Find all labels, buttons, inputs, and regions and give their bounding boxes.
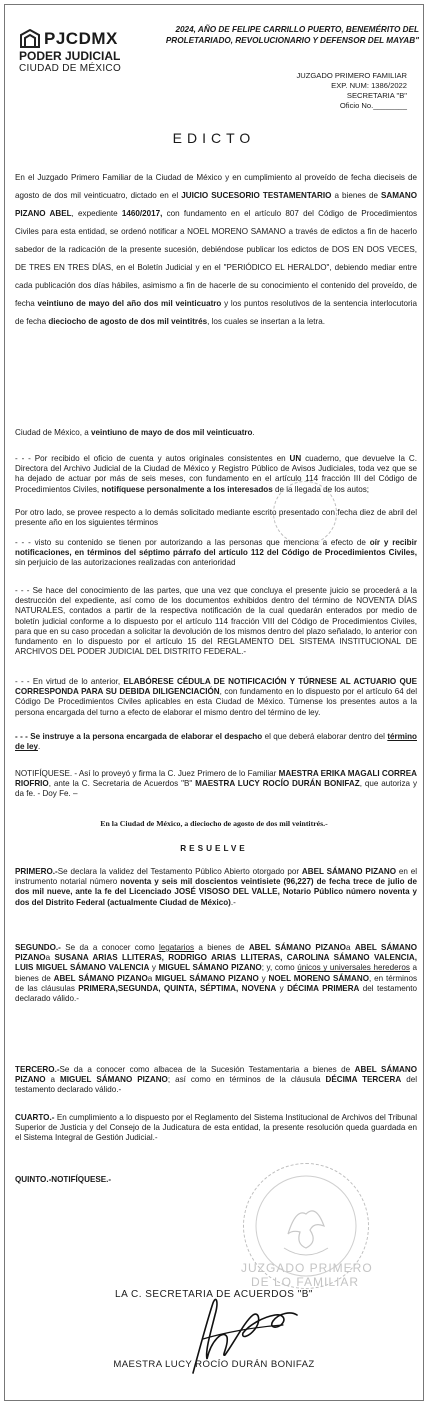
text-run: de la llegada de los autos; <box>272 484 370 494</box>
text-run: a <box>345 943 355 952</box>
text-run: sin perjuicio de las autorizaciones realizadas con anterioridad <box>15 558 236 568</box>
text-run: en el instrumento notarial número <box>15 867 417 887</box>
resolution-date: En la Ciudad de México, a dieciocho de agosto de dos mil veintitrés.- <box>100 819 328 828</box>
office-number: Oficio No.________ <box>339 101 407 110</box>
bold-underline-run: término de ley <box>15 732 417 752</box>
bold-run: QUINTO.-NOTIFÍQUESE.- <box>15 1175 112 1184</box>
logo-wordmark: PJCDMX <box>44 29 118 48</box>
secretary: SECRETARIA "B" <box>346 91 407 100</box>
bold-run: SUSANA ARIAS LLITERAS, RODRIGO ARIAS LLITERAS, CAROLINA SÁMANO VALENCIA, LUIS MIGUEL SÁMANO VALENCIA <box>15 953 417 973</box>
text-run: . <box>37 742 41 752</box>
text-run: a bienes de <box>15 963 418 983</box>
logo-subtitle-city: CIUDAD DE MÉXICO <box>19 63 122 74</box>
date-line <box>15 428 417 438</box>
text-run: Ciudad de México, a <box>15 428 92 437</box>
paragraph-other-request: Por otro lado, se provee respecto a lo demás solicitado mediante escrito presentado con fecha diez de abril del presente año en los siguientes términos <box>15 508 417 528</box>
text-run: del testamento declarado válido.- <box>15 983 418 1004</box>
text-run: con fundamento en el artículo 807 del Código de Procedimientos Civiles para esta entidad, se ordenó notificar a NOEL MORENO SAMANO a través de edictos a fin de hacerlo sabedor de la radicación de la presente sucesión, debiéndose publicar los edictos de DOS EN DOS VECES, DE TRES EN TRES DÍAS, en el Boletín Judicial y en el "PERIÓDICO EL HERALDO", debiendo mediar entre cada publicación dos días hábiles, asimismo a fin de hacerle de su conocimiento el contenido del proveído, de fecha <box>15 209 418 308</box>
text-run: En cumplimiento a lo dispuesto por el Reglamento del Sistema Institucional de Archivos del Tribunal Superior de Justicia y del Consejo de la Judicatura de esta entidad, la presente resolución queda guardada en el Sistema Integral de Gestión Judicial.- <box>15 1113 417 1143</box>
text-run: . <box>252 428 255 437</box>
bold-run: PRIMERO.- <box>15 867 58 876</box>
resolution-third <box>15 1065 417 1096</box>
paragraph-destruction-notice: - - - Se hace del conocimiento de las partes, que una vez que concluya el presente juicio se procederá a la destrucción del expediente, así como de los documentos exhibidos dentro del término de NOVENTA DÍAS NATURALES, contados a partir de la respectiva notificación de la cual quedarán enterados por medio de boletín judicial conforme a lo dispuesto por el artículo 114 fracción VIII del Código de Procedimientos Civiles, para que en su caso procedan a solicitar la devolución de los mismos dentro del plazo señalado, lo anterior con fundamento en lo dispuesto por el artículo 15 del REGLAMENTO DEL SISTEMA INSTITUCIONAL DE ARCHIVOS DEL PODER JUDICIAL DEL DISTRITO FEDERAL.- <box>15 586 417 657</box>
bold-run: ABEL SÁMANO PIZANO <box>15 1065 418 1085</box>
case-number: EXP. NUM: 1386/2022 <box>331 81 407 90</box>
signatory-title: LA C. SECRETARIA DE ACUERDOS "B" <box>115 1289 313 1300</box>
bold-run: UN <box>289 454 302 463</box>
bold-run: ABEL SÁMANO PIZANO <box>248 943 346 952</box>
court-name: JUZGADO PRIMERO FAMILIAR <box>296 71 407 80</box>
bold-run: DÉCIMA TERCERA <box>325 1075 402 1085</box>
lead-paragraph <box>15 169 417 331</box>
paragraph-received <box>15 454 417 495</box>
bold-run: MIGUEL SÁMANO PIZANO <box>158 963 262 973</box>
bold-run: MAESTRA ERIKA MAGALI CORREA RIOFRIO <box>15 769 417 789</box>
text-run: Se da a conocer como <box>60 943 159 952</box>
text-run: a <box>45 953 55 963</box>
text-run: , expediente <box>71 209 122 218</box>
text-run: , con fundamento en lo dispuesto por el artículo 64 del Código De Procedimientos Civiles aplicables en esta Ciudad de México. Túrnense los presentes autos a la persona encargada del turno a efecto de elaborar el mismo dentro del término de ley. <box>15 687 417 717</box>
text-run: y <box>149 963 159 973</box>
text-run: del testamento declarado válido.- <box>15 1075 417 1095</box>
motto-line: PROLETARIADO, REVOLUCIONARIO Y DEFENSOR DEL MAYAB" <box>165 36 419 45</box>
document-title: EDICTO <box>172 130 256 146</box>
text-run: .- <box>230 897 236 907</box>
paragraph-notify-signature <box>15 769 417 800</box>
text-run: - - - Por recibido el oficio de cuenta y autos originales consistentes en <box>15 454 290 463</box>
bold-run: dieciocho de agosto de dos mil veintitrés <box>48 317 208 326</box>
bold-run: veintiuno de mayo del año dos mil veinticuatro <box>37 299 222 308</box>
bold-run: ABEL SÁMANO PIZANO <box>301 867 397 876</box>
bold-run: TERCERO.- <box>15 1065 60 1074</box>
text-run: y <box>258 973 269 983</box>
bold-run: ABEL SÁMANO PIZANO <box>15 943 418 963</box>
text-run: cuaderno, que devuelve la C. Directora del Archivo Judicial de la Ciudad de México y Registro Público de Avisos Judiciales, toda vez que se ha dejado de actuar por más de seis meses, con fundamento en el artículo 114 fracción III del Código de Procedimientos Civiles, <box>15 454 417 494</box>
text-run: y <box>276 983 288 993</box>
text-run: , los cuales se insertan a la letra. <box>207 317 325 326</box>
text-run: ; y, como <box>261 963 298 973</box>
header-motto <box>151 24 419 46</box>
pjcdmx-emblem-icon <box>19 29 41 49</box>
text-run: NOTIFÍQUESE. - Así lo proveyó y firma la C. Juez Primero de lo Familiar <box>15 769 279 778</box>
pjcdmx-logo <box>19 29 159 74</box>
text-run: , en términos de las cláusulas <box>15 973 418 993</box>
text-run: a bienes de <box>331 191 382 200</box>
text-run: ; así como en términos de la cláusula <box>167 1075 326 1085</box>
paragraph-authorization <box>15 538 417 569</box>
paragraph-notification-order <box>15 677 417 718</box>
bold-run: SEGUNDO.- <box>15 943 61 952</box>
resolution-second <box>15 943 417 1004</box>
text-run: - - - En virtud de lo anterior, <box>15 677 124 686</box>
bold-run: veintiuno de mayo de dos mil veinticuatro <box>91 428 253 437</box>
bold-run: MIGUEL SÁMANO PIZANO <box>60 1075 168 1085</box>
logo-subtitle: PODER JUDICIAL <box>19 49 121 63</box>
text-run: , ante la C. Secretaria de Acuerdos "B" <box>48 779 196 789</box>
text-run: , que autoriza y da fe. - Doy Fe. – <box>15 779 418 799</box>
bold-run: CUARTO.- <box>15 1113 55 1122</box>
text-run: En el Juzgado Primero Familiar de la Ciudad de México y en cumplimiento al proveído de fecha dieciseis de agosto de dos mil veinticuatro, dictado en el <box>15 173 417 200</box>
bold-run: JUICIO SUCESORIO TESTAMENTARIO <box>181 191 332 200</box>
stamp-line: JUZGADO PRIMERO <box>241 1261 373 1275</box>
underline-run: legatarios <box>158 943 195 952</box>
bold-run: - - - Se instruye a la persona encargada de elaborar el despacho <box>15 732 263 741</box>
signatory-name: MAESTRA LUCY ROCÍO DURÁN BONIFAZ <box>113 1359 315 1370</box>
text-run: a bienes de <box>194 943 249 952</box>
bold-run: SAMANO PIZANO ABEL <box>15 191 417 218</box>
stamp-line: DE LO FAMILIAR <box>251 1275 360 1289</box>
motto-line: 2024, AÑO DE FELIPE CARRILLO PUERTO, BENEMÉRITO DEL <box>175 25 419 34</box>
text-run: y los puntos resolutivos de la sentencia interlocutoria de fecha <box>15 299 417 326</box>
resolution-fourth <box>15 1113 417 1144</box>
resolution-first <box>15 867 417 908</box>
underline-run: únicos y universales herederos <box>297 963 410 973</box>
bold-run: notifíquese personalmente a los interesados <box>101 484 273 494</box>
bold-run: ELABÓRESE CÉDULA DE NOTIFICACIÓN Y TÚRNESE AL ACTUARIO QUE CORRESPONDA PARA SU DEBIDA DILIGENCIACIÓN <box>15 677 417 697</box>
bold-run: MIGUEL SÁMANO PIZANO <box>155 973 259 983</box>
bold-run: noventa y seis mil doscientos veintisiete (96,227) de fecha trece de julio de dos mil nueve, ante la fe del Licenciado JOSÉ VISOSO DEL VALLE, Notario Público número noventa y dos del Distrito Federal (actualmente Ciudad de México) <box>15 877 417 907</box>
bold-run: MAESTRA LUCY ROCÍO DURÁN BONIFAZ <box>195 779 360 789</box>
bold-run: DÉCIMA PRIMERA <box>287 983 360 993</box>
court-seal-stamp <box>273 481 337 545</box>
text-run: el que deberá elaborar dentro del <box>262 732 388 741</box>
text-run: Se da a conocer como albacea de la Sucesión Testamentaria a bienes de <box>59 1065 355 1074</box>
bold-run: 1460/2017, <box>121 209 163 218</box>
text-run: a <box>45 1075 61 1085</box>
resolves-heading: RESUELVE <box>180 844 248 853</box>
text-run: Se declara la validez del Testamento Público Abierto otorgado por <box>57 867 302 876</box>
text-run: - - - visto su contenido se tienen por autorizando a las personas que menciona a efecto de <box>15 538 370 547</box>
bold-run: oír y recibir notificaciones, en términos del séptimo párrafo del artículo 112 del Código de Procedimientos Civiles, <box>15 538 417 558</box>
paragraph-instruction <box>15 732 417 752</box>
bold-run: ABEL SÁMANO PIZANO <box>53 973 148 983</box>
bold-run: PRIMERA,SEGUNDA, QUINTA, SÉPTIMA, NOVENA <box>78 983 277 993</box>
court-reference <box>267 71 407 111</box>
bold-run: NOEL MORENO SÁMANO <box>268 973 369 983</box>
text-run: a <box>147 973 156 983</box>
document-page <box>4 4 424 1401</box>
